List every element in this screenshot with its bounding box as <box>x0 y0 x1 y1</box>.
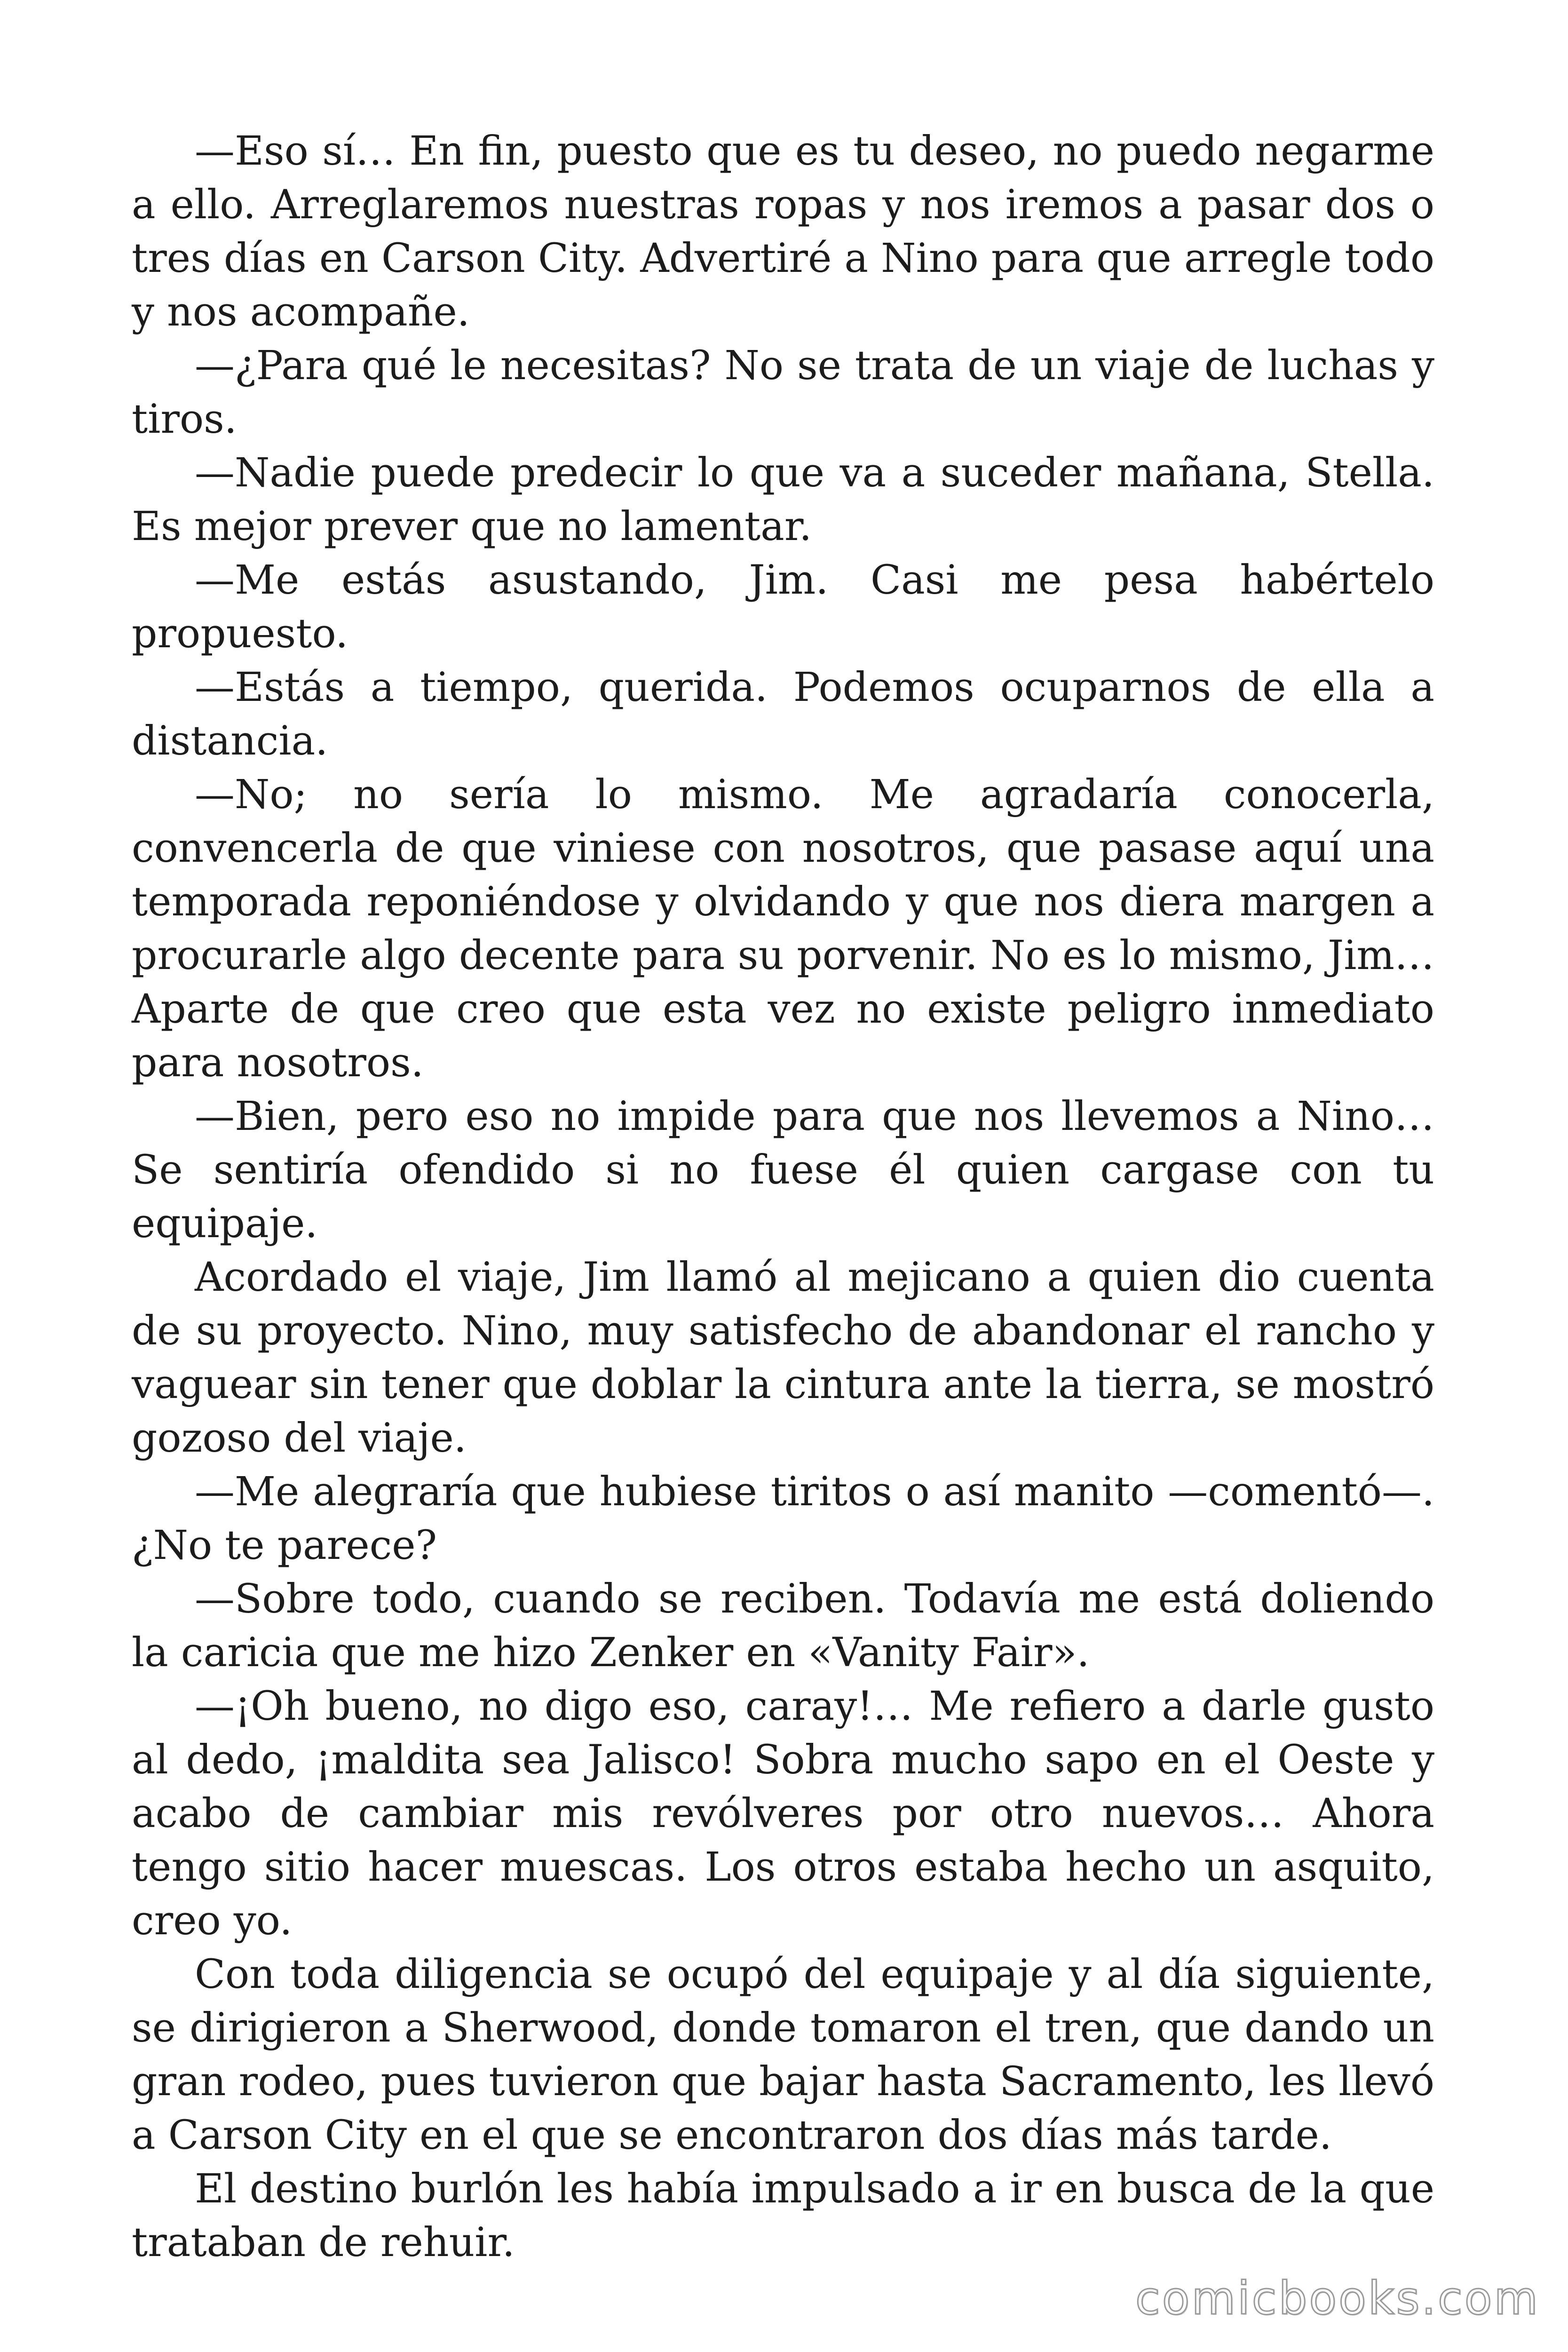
paragraph: —Bien, pero eso no impide para que nos llevemos a Nino… Se sentiría ofendido si no fuese él quien cargase con tu equipaje. <box>132 1093 1434 1247</box>
paragraph: El destino burlón les había impulsado a ir en busca de la que trataban de rehuir. <box>132 2166 1434 2266</box>
paragraph: —¡Oh bueno, no digo eso, caray!… Me refiero a darle gusto al dedo, ¡maldita sea Jalisco! Sobra mucho sapo en el Oeste y acabo de cambiar mis revólveres por otro nuevos… Ahora tengo sitio hacer muescas. Los otros estaba hecho un asquito, creo yo. <box>132 1683 1434 1944</box>
watermark-text: comicbooks.com <box>1135 2272 1540 2325</box>
paragraph: —Nadie puede predecir lo que va a suceder mañana, Stella. Es mejor prever que no lamentar. <box>132 450 1434 550</box>
paragraph: Con toda diligencia se ocupó del equipaje y al día siguiente, se dirigieron a Sherwood, donde tomaron el tren, que dando un gran rodeo, pues tuvieron que bajar hasta Sacramento, les llevó a Carson City en el que se encontraron dos días más tarde. <box>132 1951 1434 2159</box>
paragraph: —Sobre todo, cuando se reciben. Todavía me está doliendo la caricia que me hizo Zenker en «Vanity Fair». <box>132 1576 1434 1676</box>
paragraph: —¿Para qué le necesitas? No se trata de un viaje de luchas y tiros. <box>132 342 1434 443</box>
paragraph: —Eso sí… En fin, puesto que es tu deseo, no puedo negarme a ello. Arreglaremos nuestras ropas y nos iremos a pasar dos o tres días en Carson City. Advertiré a Nino para que arregle todo y nos acompañe. <box>132 128 1434 335</box>
paragraph: —Me alegraría que hubiese tiritos o así manito —comentó—. ¿No te parece? <box>132 1469 1434 1569</box>
paragraph: —Estás a tiempo, querida. Podemos ocuparnos de ella a distancia. <box>132 664 1434 764</box>
page-body <box>132 125 1434 2270</box>
paragraph: —Me estás asustando, Jim. Casi me pesa habértelo propuesto. <box>132 557 1434 657</box>
paragraph: Acordado el viaje, Jim llamó al mejicano a quien dio cuenta de su proyecto. Nino, muy satisfecho de abandonar el rancho y vaguear sin tener que doblar la cintura ante la tierra, se mostró gozoso del viaje. <box>132 1254 1434 1462</box>
paragraph: —No; no sería lo mismo. Me agradaría conocerla, convencerla de que viniese con nosotros, que pasase aquí una temporada reponiéndose y olvidando y que nos diera margen a procurarle algo decente para su porvenir. No es lo mismo, Jim… Aparte de que creo que esta vez no existe peligro inmediato para nosotros. <box>132 771 1434 1086</box>
